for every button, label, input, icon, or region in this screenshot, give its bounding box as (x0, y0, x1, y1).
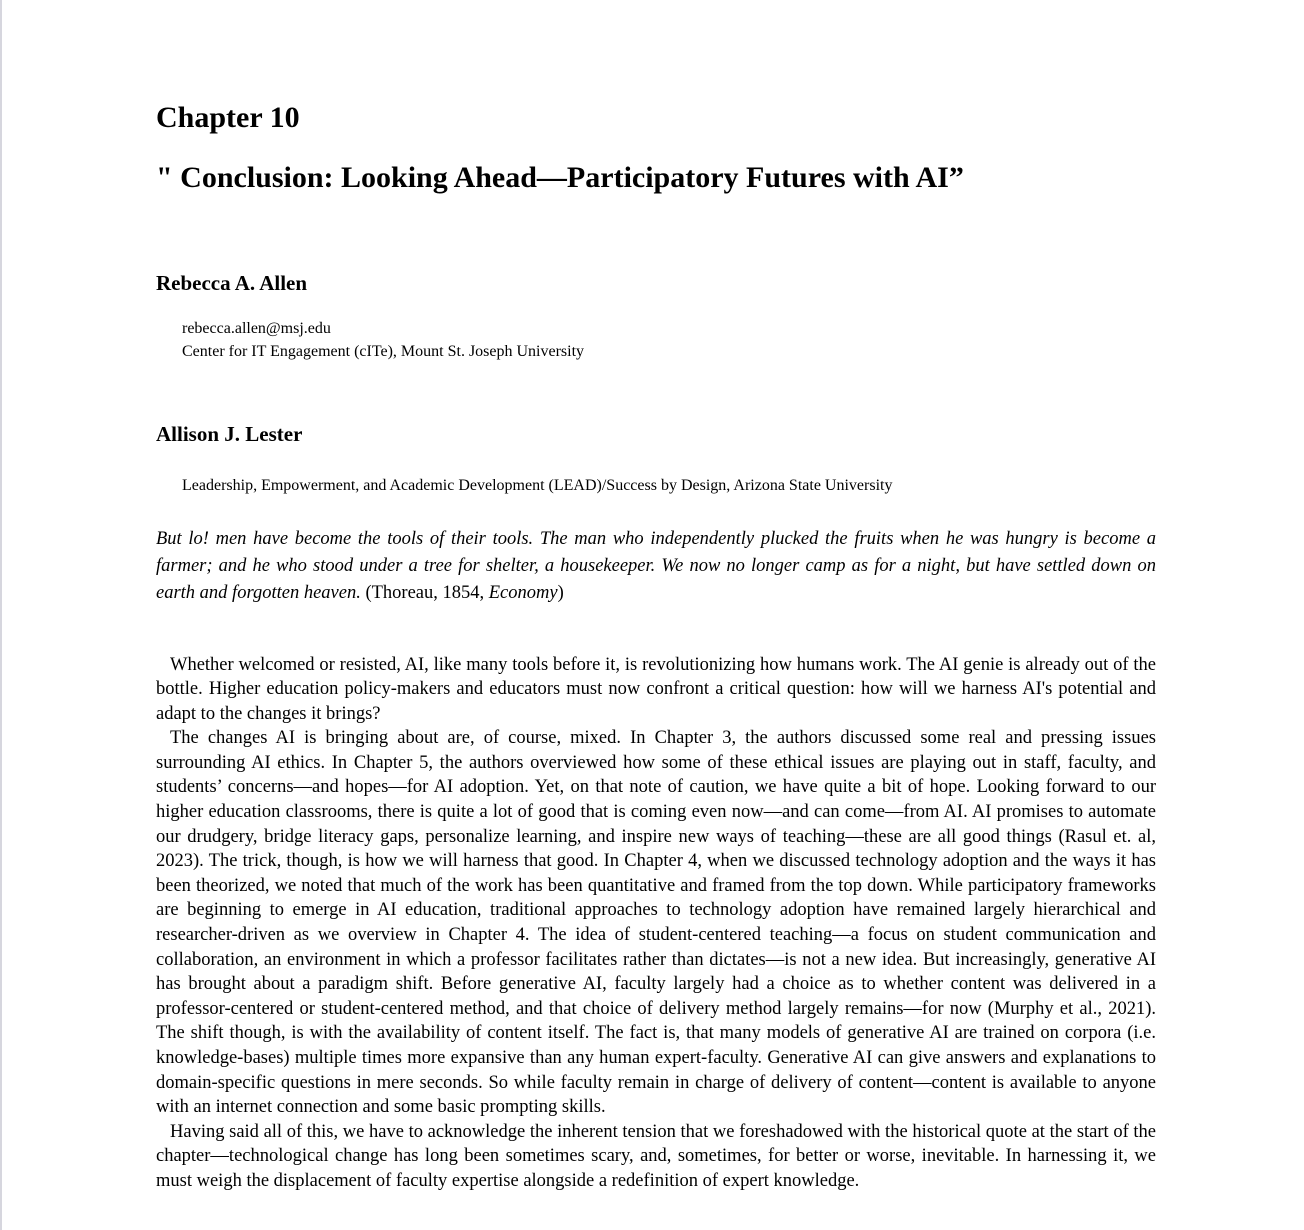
epigraph-citation-prefix: (Thoreau, 1854, (360, 582, 489, 603)
body-paragraph-1: Whether welcomed or resisted, AI, like many tools before it, is revolutionizing how humans work. The AI genie is already out of the bottle. Higher education policy-makers and educators must now confront a critical question: how will we harness AI's potential and adapt to the changes it brings? (156, 654, 1156, 724)
epigraph-citation-suffix: ) (557, 582, 564, 603)
chapter-label: Chapter 10 (156, 101, 300, 134)
author-affiliation: Leadership, Empowerment, and Academic Development (LEAD)/Success by Design, Arizona State University (182, 477, 893, 494)
body-paragraph-2: The changes AI is bringing about are, of course, mixed. In Chapter 3, the authors discussed some real and pressing issues surrounding AI ethics. In Chapter 5, the authors overviewed how some of these ethical issues are playing out in staff, faculty, and students’ concerns—and hopes—for AI adoption. Yet, on that note of caution, we have quite a bit of hope. Looking forward to our higher education classrooms, there is quite a lot of good that is coming even now—and can come—from AI. AI promises to automate our drudgery, bridge literacy gaps, personalize learning, and inspire new ways of teaching—these are all good things (Rasul et. al, 2023). The trick, though, is how we will harness that good. In Chapter 4, when we discussed technology adoption and the ways it has been theorized, we noted that much of the work has been quantitative and framed from the top down. While participatory frameworks are beginning to emerge in AI education, traditional approaches to technology adoption have remained largely hierarchical and researcher-driven as we overview in Chapter 4. The idea of student-centered teaching—a focus on student communication and collaboration, an environment in which a professor facilitates rather than dictates—is not a new idea. But increasingly, generative AI has brought about a paradigm shift. Before generative AI, faculty largely had a choice as to whether content was delivered in a professor-centered or student-centered method, and that choice of delivery method largely remains—for now (Murphy et al., 2021). The shift though, is with the availability of content itself. The fact is, that many models of generative AI are trained on corpora (i.e. knowledge-bases) multiple times more expansive than any human expert-faculty. Generative AI can give answers and explanations to domain-specific questions in mere seconds. So while faculty remain in charge of delivery of content—content is available to anyone with an internet connection and some basic prompting skills. (156, 728, 1156, 1118)
author-details-allison-lester (182, 475, 1156, 498)
epigraph-citation-source: Economy (488, 582, 558, 603)
document-content (156, 0, 1156, 1194)
author-email: rebecca.allen@msj.edu (182, 320, 331, 337)
page-left-edge-rule (0, 0, 2, 1230)
author-name-allison-lester: Allison J. Lester (156, 422, 303, 446)
epigraph-quote (156, 526, 1156, 607)
author-affiliation: Center for IT Engagement (cITe), Mount St. Joseph University (182, 342, 585, 360)
chapter-title: " Conclusion: Looking Ahead—Participatory Futures with AI” (156, 161, 964, 194)
author-name-rebecca-allen: Rebecca A. Allen (156, 271, 308, 295)
author-details-rebecca-allen (182, 318, 1156, 363)
body-paragraph-3: Having said all of this, we have to acknowledge the inherent tension that we foreshadowed with the historical quote at the start of the chapter—technological change has long been sometimes scary, and, sometimes, for better or worse, inevitable. In harnessing it, we must weigh the displacement of faculty expertise alongside a redefinition of expert knowledge. (156, 1121, 1156, 1191)
epigraph-quote-text: But lo! men have become the tools of their tools. The man who independently plucked the fruits when he was hungry is become a farmer; and he who stood under a tree for shelter, a housekeeper. We now no longer camp as for a night, but have settled down on earth and forgotten heaven. (156, 528, 1156, 603)
